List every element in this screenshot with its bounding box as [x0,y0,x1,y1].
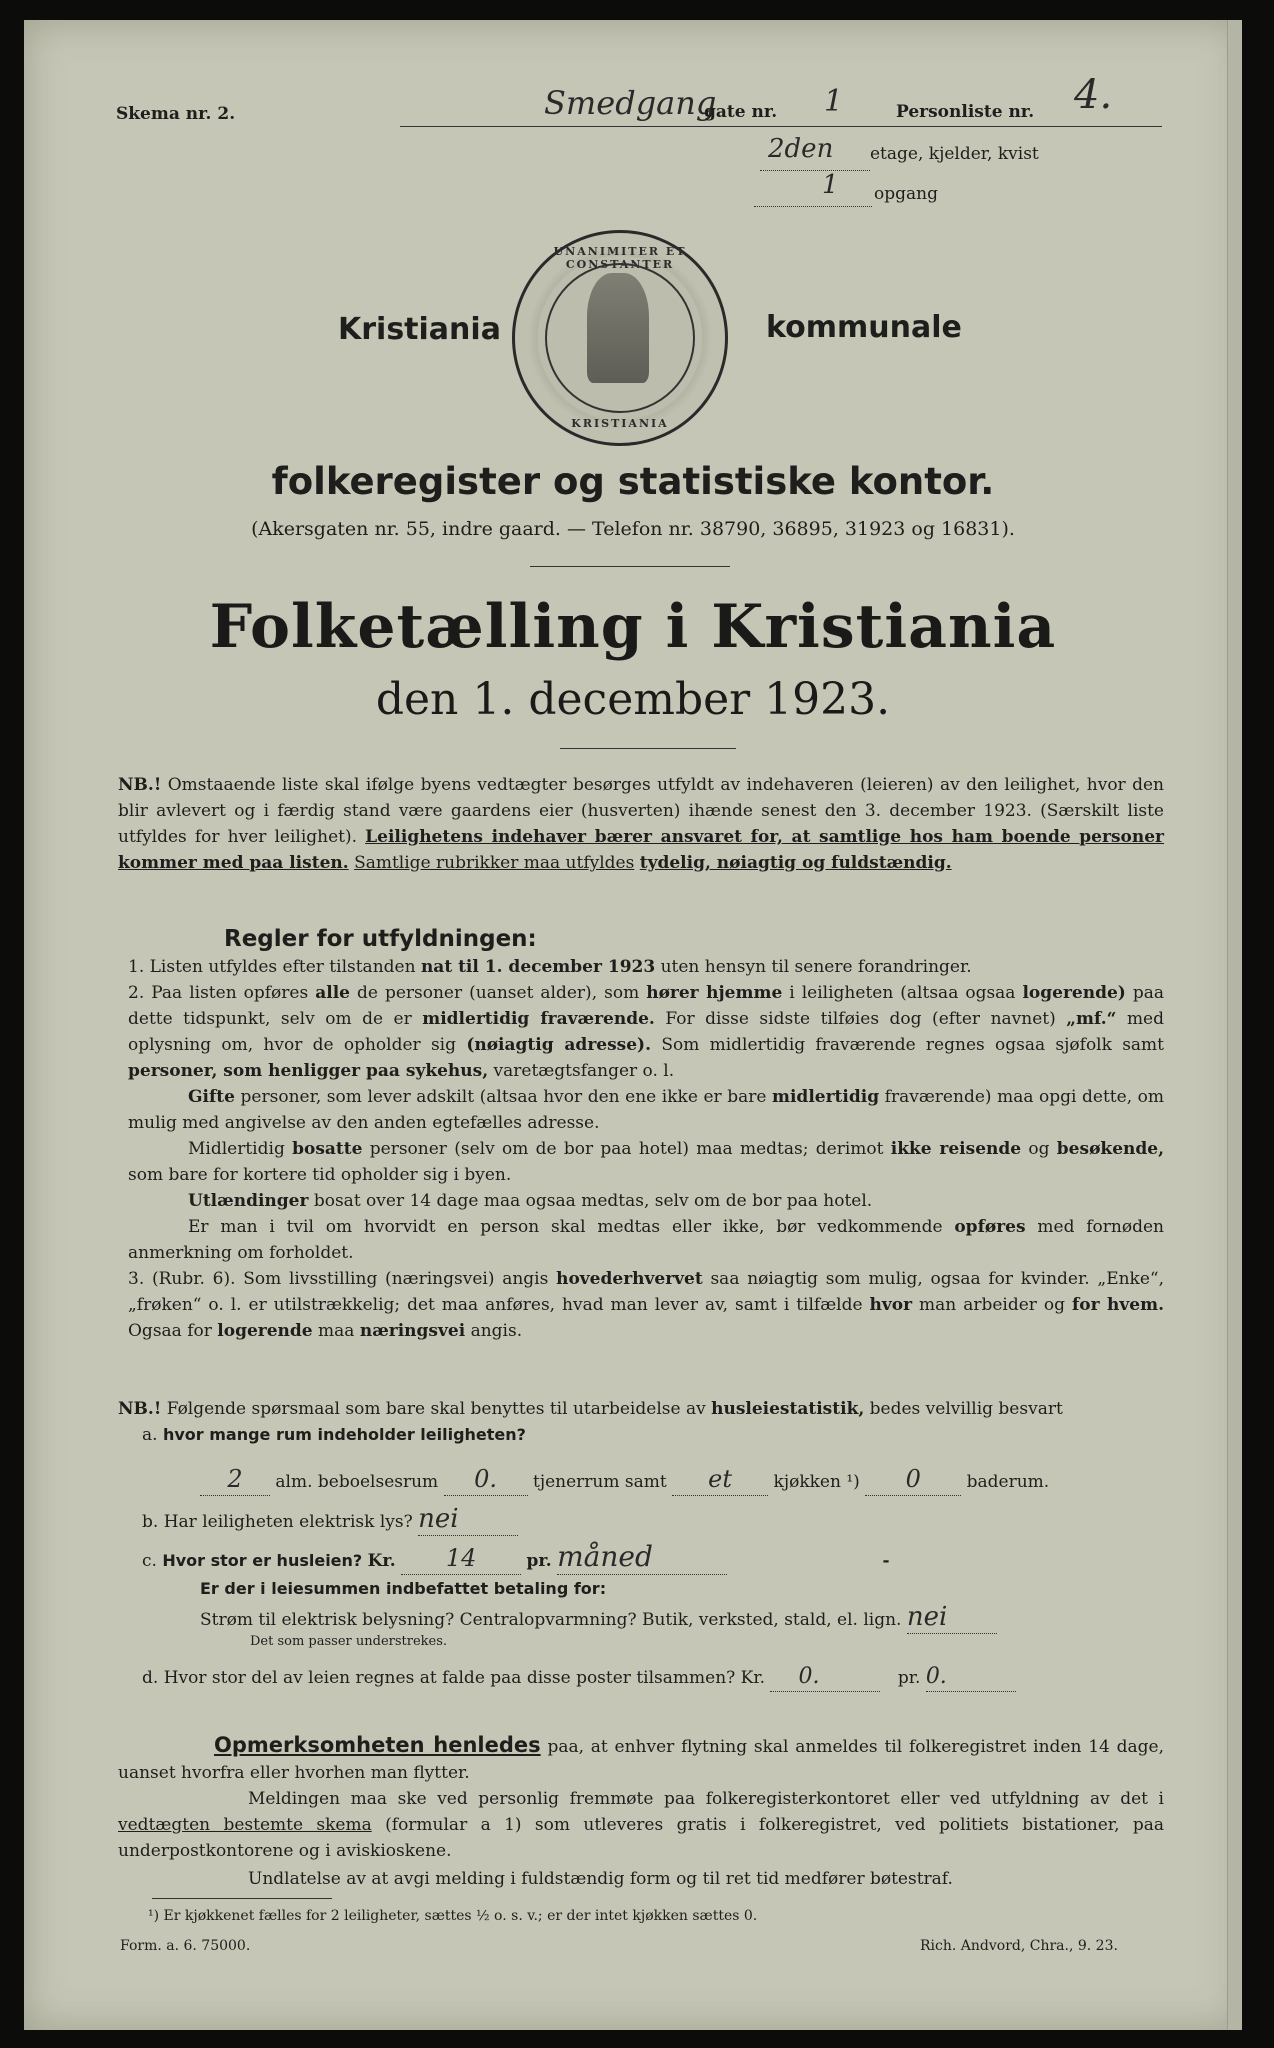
share-period-handwritten: 0. [925,1664,947,1689]
rule-2 [128,980,1164,1084]
nb2-label: NB.! [118,1399,162,1419]
rule-text: (Rubr. 6). Som livsstilling (næringsvei) angis [151,1269,549,1289]
question-text: Har leiligheten elektrisk lys? [163,1512,413,1532]
rule-text: personer, som lever adskilt (altsaa hvor den ene ikke er bare [240,1087,767,1107]
rule-text: Som midlertidig fraværende regnes ogsaa sjøfolk samt [661,1035,1165,1055]
divider [530,566,730,567]
rule-bold: midlertidig fraværende. [422,1009,655,1029]
dash-mark: - [882,1551,890,1571]
footnote-rule [152,1898,332,1899]
nb-paragraph [118,772,1164,876]
nb2-bold: husleiestatistik, [711,1399,865,1419]
question-a [142,1422,526,1448]
underline-note: Det som passer understrekes. [250,1634,448,1649]
rule-text: bosat over 14 dage maa ogsaa medtas, selv om de bor paa hotel. [313,1191,873,1211]
rule-bold: logerende) [1022,983,1126,1003]
rule-text: angis. [470,1321,523,1341]
rule-bold: logerende [217,1321,313,1341]
nb-text: Omstaaende liste skal ifølge byens vedtægter besørges utfyldt av indehaveren (leieren) av den leilighet, hvor den blir avlevert og i færdig stand være gaardens eier (husverten) ihænde senest den 3. december 1923. (Særskilt liste utfyldes for hver leilighet). [118,775,1164,847]
share-period-field [926,1664,1016,1692]
rule-bold: næringsvei [359,1321,466,1341]
opgang-label: opgang [874,184,938,204]
question-text: Hvor stor del av leien regnes at falde paa disse poster tilsammen? [163,1668,736,1688]
bathroom-field [865,1466,961,1496]
electric-light-handwritten: nei [418,1504,459,1534]
page-edge [1227,20,1242,2030]
rule-3 [128,1266,1164,1344]
rule-bold: besøkende, [1056,1139,1164,1159]
question-d [142,1664,1016,1692]
rule-text: som bare for kortere tid opholder sig i byen. [128,1165,512,1185]
nb-text-2: Samtlige rubrikker maa utfyldes [354,853,635,873]
rooms-label: alm. beboelsesrum [275,1472,439,1492]
rule-bold: hovederhvervet [556,1269,703,1289]
nb-bold-2: tydelig, nøiagtig og fuldstændig. [639,853,952,873]
rule-text: Paa listen opføres [151,983,309,1003]
included-row [200,1604,997,1634]
office-address: (Akersgaten nr. 55, indre gaard. — Telefon nr. 38790, 36895, 31923 og 16831). [251,518,1015,540]
rule-text: med oplysning om, hvor de opholder sig [128,1009,1165,1055]
rule-text: fraværende) maa opgi dette, om mulig med angivelse av den anden egtefælles adresse. [128,1087,1165,1133]
rule-text: personer (selv om de bor paa hotel) maa medtas; derimot [369,1139,884,1159]
notice-penalty: Undlatelse av at avgi melding i fuldstændig form og til ret tid medfører bøtestraf. [248,1869,953,1889]
rule-text: Midlertidig [188,1139,285,1159]
rule-bold: „mf.“ [1066,1009,1117,1029]
footnote: ¹) Er kjøkkenet fælles for 2 leiligheter, sættes ½ o. s. v.; er der intet kjøkken sættes 0. [148,1908,758,1924]
included-heading: Er der i leiesummen indbefattet betaling for: [200,1579,607,1598]
etage-handwritten: 2den [768,134,834,164]
servant-rooms-field [444,1466,528,1496]
census-form-page [24,20,1242,2030]
rule-text: i leiligheten (altsaa ogsaa [789,983,1016,1003]
rule-2-utlaendinger [128,1188,1164,1214]
rent-handwritten: 14 [445,1544,477,1572]
nb2-intro [118,1396,1164,1422]
rule-1 [128,954,1164,980]
currency-label: Kr. [367,1551,396,1571]
rules-list [128,954,1164,1344]
rule-2-tvil [128,1214,1164,1266]
kitchen-field [672,1466,768,1496]
question-text: hvor mange rum indeholder leiligheten? [162,1425,526,1444]
rule-bold: alle [315,983,350,1003]
rules-heading: Regler for utfyldningen: [224,926,537,952]
rule-text: saa nøiagtig som mulig, ogsaa for kvinder. „Enke“, „frøken“ o. l. er utilstrækkelig; det maa anføres, hvad man lever av, samt i tilfælde [128,1269,1165,1315]
nb2-text: Følgende spørsmaal som bare skal benyttes til utarbeidelse av [166,1399,706,1419]
seal-city-name: KRISTIANIA [571,417,669,430]
rule-text: Er man i tvil om hvorvidt en person skal medtas eller ikke, bør vedkommende [188,1217,943,1237]
skema-number: Skema nr. 2. [116,104,236,124]
rooms-field [200,1466,270,1496]
question-letter: a. [142,1425,158,1445]
kitchen-handwritten: et [708,1465,733,1493]
per-label: pr. [897,1668,921,1688]
gate-label: gate nr. [704,102,778,122]
gate-number-handwritten: 1 [824,84,844,119]
etage-label: etage, kjelder, kvist [870,144,1039,164]
nb-responsibility: Leilighetens indehaver bærer ansvaret for, at samtlige hos ham boende personer kommer med paa listen. [118,827,1165,873]
question-b [142,1506,518,1536]
rule-number: 1. [128,957,145,977]
rule-bold: hvor [869,1295,913,1315]
seal-motto: UNANIMITER ET CONSTANTER [553,245,687,271]
servant-rooms-label: tjenerrum samt [532,1472,667,1492]
included-handwritten: nei [906,1602,948,1632]
rule-text: maa [318,1321,355,1341]
rent-field [401,1545,521,1575]
question-letter: b. [142,1512,159,1532]
rule-bold: bosatte [292,1139,363,1159]
rooms-answer-row [200,1466,1049,1496]
rule-text: Ogsaa for [128,1321,212,1341]
rule-2-gifte [128,1084,1164,1136]
rule-text: paa dette tidspunkt, selv om de er [128,983,1165,1029]
divider [560,748,736,749]
rule-number: 3. [128,1269,145,1289]
rule-bold: Gifte [188,1087,235,1107]
header-rule [400,126,1162,127]
rule-number: 2. [128,983,145,1003]
notice-heading: Opmerksomheten henledes [214,1733,541,1757]
question-letter: d. [142,1668,159,1688]
city-seal [512,230,728,446]
rule-bold: for hvem. [1071,1295,1165,1315]
kommunale-word: kommunale [766,310,962,345]
currency-label: Kr. [740,1668,766,1688]
notice-paragraph-2 [118,1786,1164,1864]
rule-text: med fornøden anmerkning om forholdet. [128,1217,1164,1263]
printer-imprint: Rich. Andvord, Chra., 9. 23. [920,1938,1118,1954]
street-name-handwritten: Smedgang [544,84,717,122]
notice-text: paa, at enhver flytning skal anmeldes til folkeregistret inden 14 dage, uanset hvorfra eller hvorhen man flytter. [118,1737,1165,1783]
form-number: Form. a. 6. 75000. [120,1938,251,1954]
notice-paragraph [118,1732,1164,1786]
seal-figure-icon [587,273,649,383]
main-title: Folketælling i Kristiania [209,592,1057,662]
rooms-handwritten: 2 [227,1465,243,1493]
rule-text: de personer (uanset alder), som [357,983,640,1003]
share-amount-handwritten: 0. [798,1664,820,1689]
rule-text: uten hensyn til senere forandringer. [660,957,972,977]
rule-bold: personer, som henligger paa sykehus, [128,1061,489,1081]
rule-bold: nat til 1. december 1923 [420,957,656,977]
rule-text: For disse sidste tilføies dog (efter navnet) [665,1009,1056,1029]
question-letter: c. [142,1551,157,1571]
included-items: Strøm til elektrisk belysning? Centralopvarmning? Butik, verksted, stald, el. lign. [200,1610,902,1630]
rule-bold: ikke reisende [890,1139,1022,1159]
nb-label: NB.! [118,775,162,795]
rule-bold: hører hjemme [646,983,783,1003]
personliste-number-handwritten: 4. [1074,72,1113,118]
included-field [907,1604,997,1634]
rule-bold: opføres [954,1217,1026,1237]
rule-text: man arbeider og [919,1295,1065,1315]
kristiania-word: Kristiania [338,312,501,347]
electric-light-field [418,1506,518,1536]
question-c [142,1540,890,1575]
opgang-handwritten: 1 [822,170,839,200]
question-text: Hvor stor er husleien? [162,1551,363,1570]
bathroom-handwritten: 0 [905,1465,921,1493]
notice-text: (formular a 1) som utleveres gratis i folkeregistret, ved politiets bistationer, paa underpostkontorene og i aviskioskene. [118,1815,1165,1861]
per-label: pr. [526,1551,552,1571]
nb2-text: bedes velvillig besvart [869,1399,1063,1419]
rent-period-handwritten: måned [557,1540,653,1573]
rule-bold: midlertidig [771,1087,880,1107]
notice-text: Meldingen maa ske ved personlig fremmøte paa folkeregisterkontoret eller ved utfyldning av det i [248,1789,1164,1809]
census-date: den 1. december 1923. [375,674,891,725]
rent-period-field [557,1540,727,1575]
rule-text: varetægtsfanger o. l. [493,1061,675,1081]
rule-bold: Utlændinger [188,1191,309,1211]
share-amount-field [770,1664,880,1692]
personliste-label: Personliste nr. [896,102,1035,122]
rule-text: Listen utfyldes efter tilstanden [149,957,416,977]
notice-underlined: vedtægten bestemte skema [118,1815,372,1835]
rule-2-midlertidig [128,1136,1164,1188]
rule-bold: (nøiagtig adresse). [466,1035,652,1055]
rule-text: og [1028,1139,1050,1159]
servant-rooms-handwritten: 0. [474,1465,498,1493]
kitchen-label: kjøkken ¹) [773,1472,860,1492]
bathroom-label: baderum. [966,1472,1050,1492]
office-title: folkeregister og statistiske kontor. [271,460,995,503]
opgang-field [754,178,872,207]
